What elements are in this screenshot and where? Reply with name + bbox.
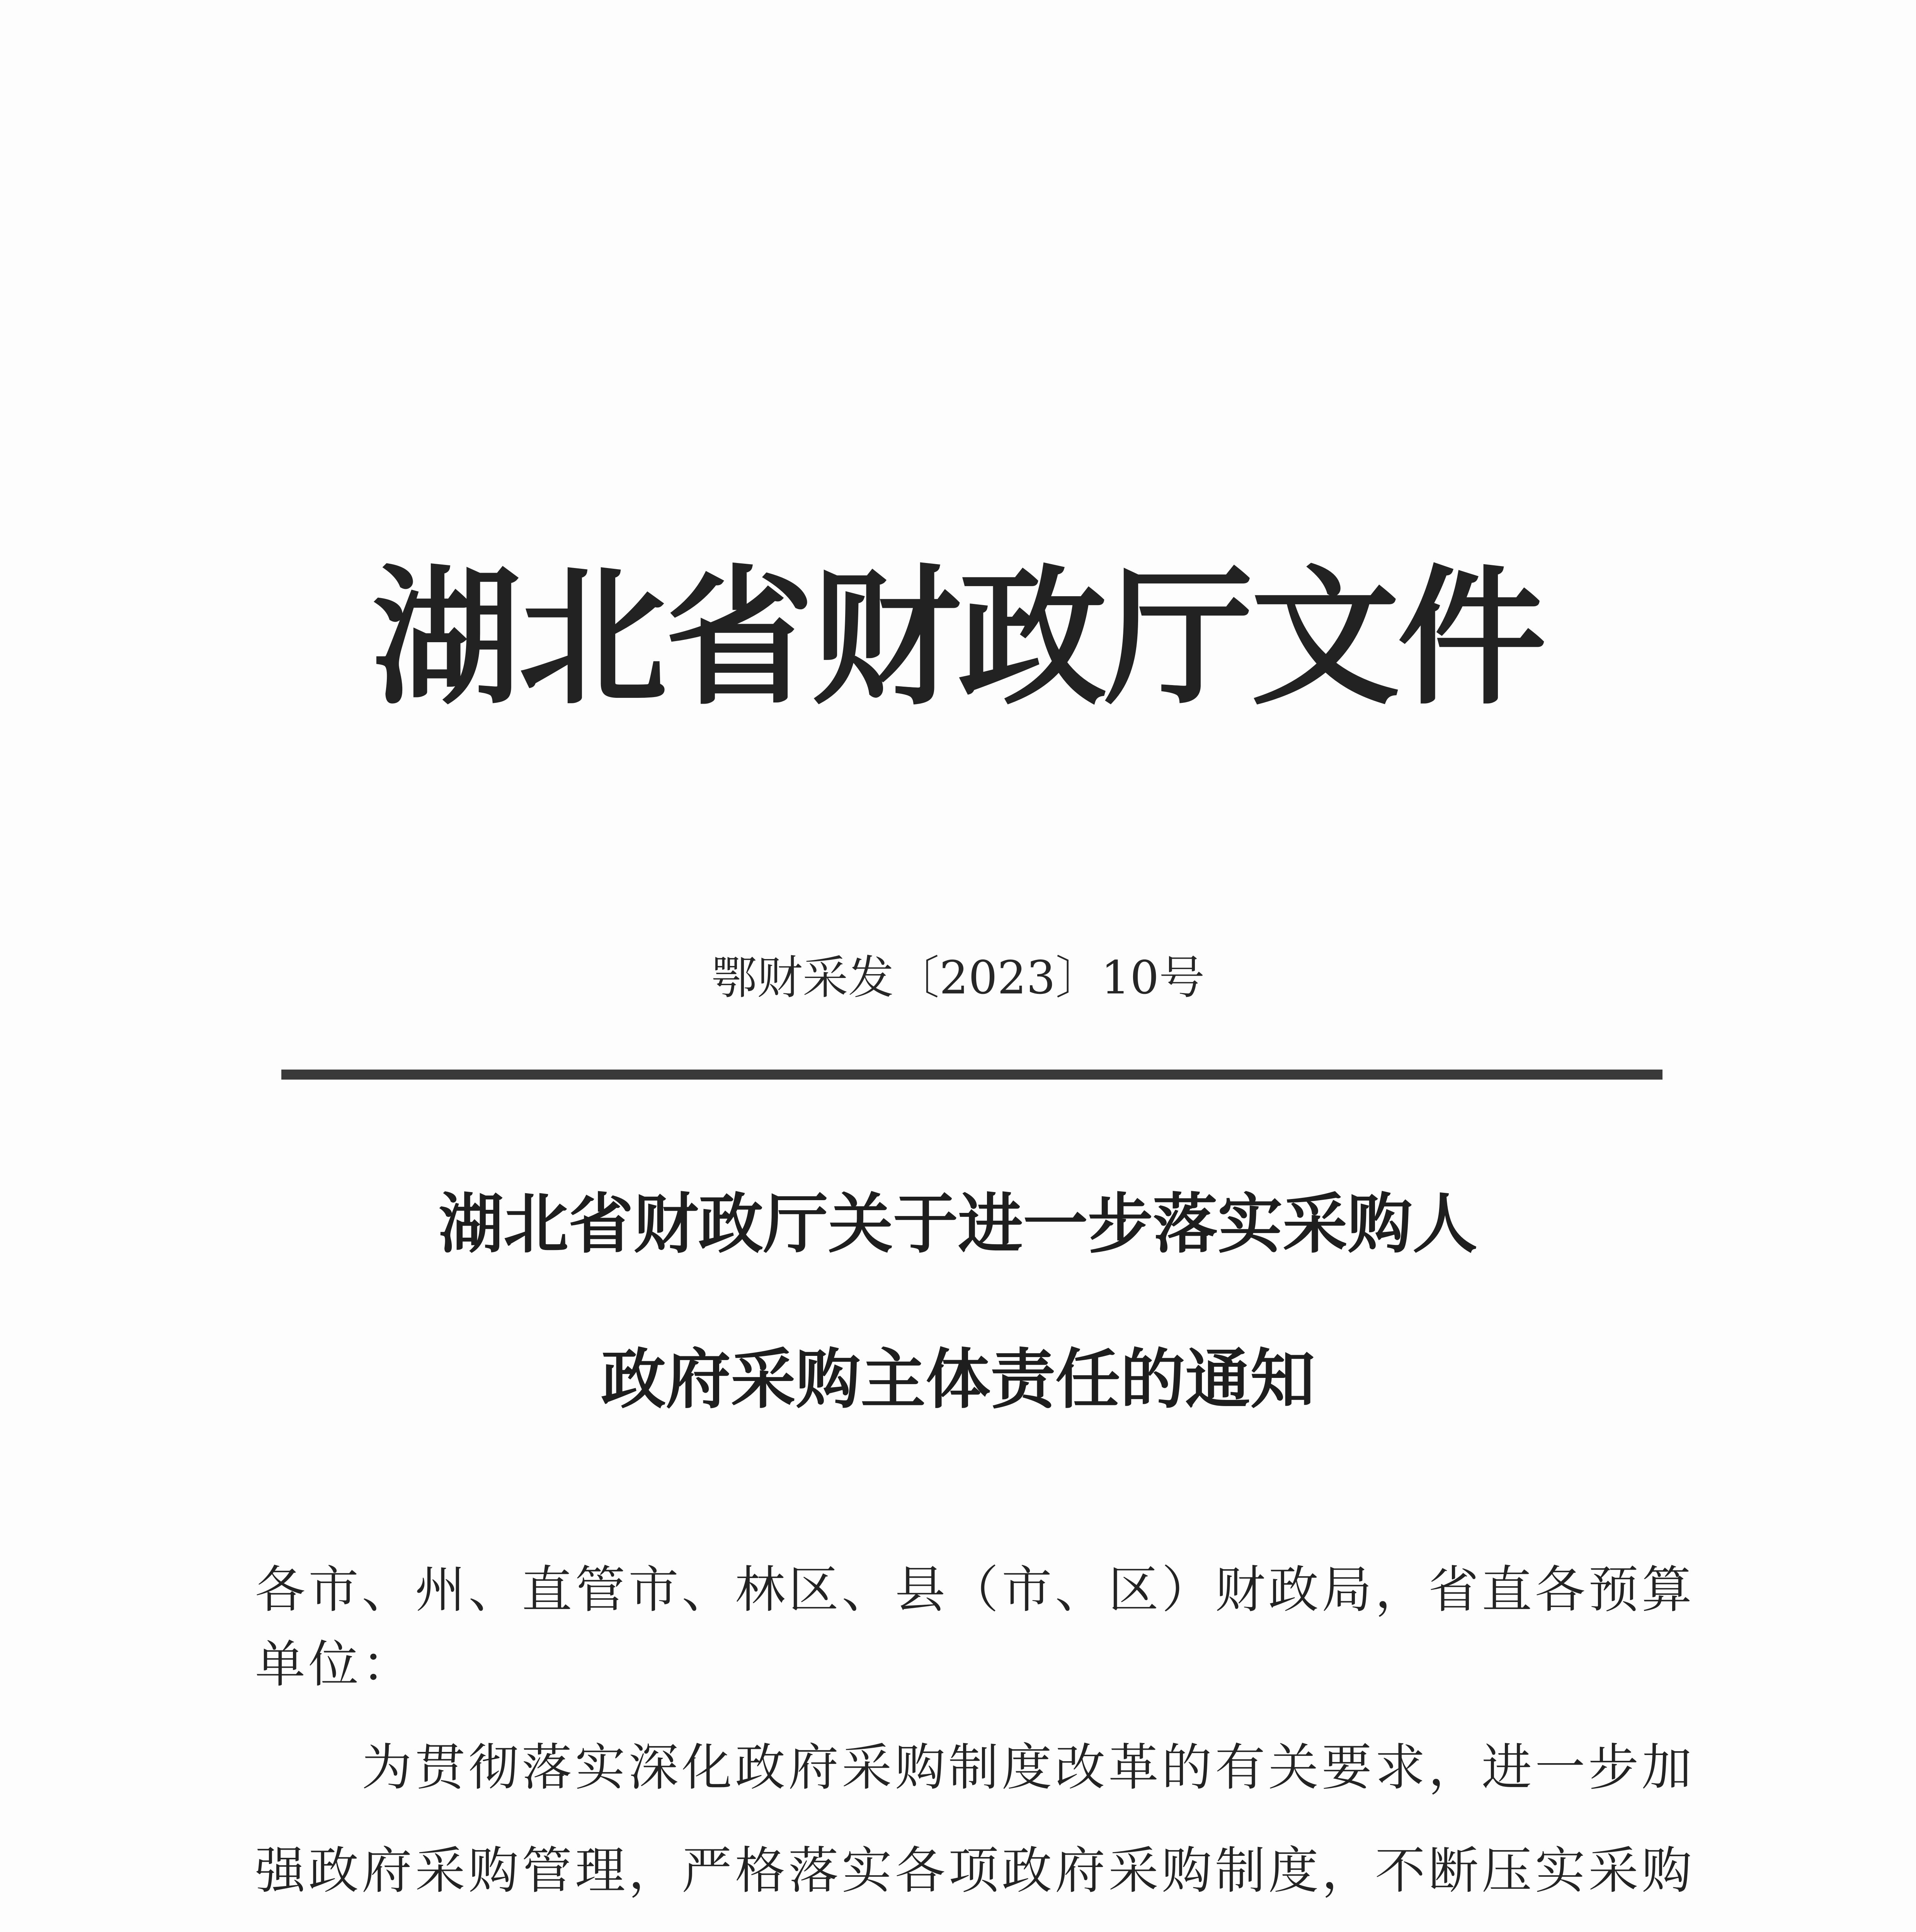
body-line-1: 为贯彻落实深化政府采购制度改革的有关要求，进一步加	[255, 1738, 1695, 1797]
document-number: 鄂财采发〔2023〕10号	[711, 951, 1205, 1004]
header-divider	[281, 1070, 1662, 1080]
addressee-line-1: 各市、州、直管市、林区、县（市、区）财政局，省直各预算	[255, 1560, 1695, 1619]
body-line-2: 强政府采购管理，严格落实各项政府采购制度，不断压实采购	[255, 1841, 1695, 1900]
notice-title-line-2: 政府采购主体责任的通知	[601, 1342, 1315, 1417]
notice-title-line-1: 湖北省财政厅关于进一步落实采购人	[439, 1186, 1477, 1262]
masthead-title: 湖北省财政厅文件	[372, 550, 1544, 725]
addressee-line-2: 单位：	[255, 1635, 415, 1694]
